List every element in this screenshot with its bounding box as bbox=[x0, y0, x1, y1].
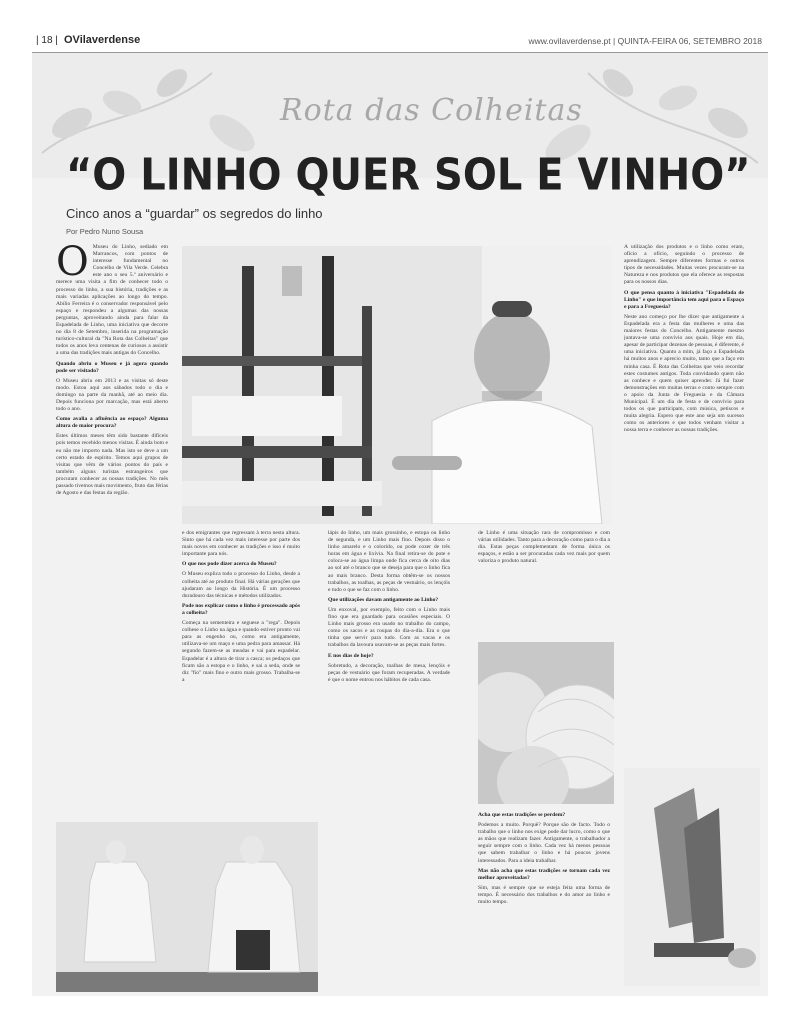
question: Como avalia a afluência ao espaço? Alguma altura de maior procura? bbox=[56, 416, 168, 430]
answer: O Museu abriu em 2013 e as visitas só deste modo. Estou aqui aos sábados todo o dia e domingo na parte da manhã, até ao meio dia. Depois funciona por marcação, mas está aberto todo o ano. bbox=[56, 377, 168, 413]
column-5 bbox=[624, 244, 744, 756]
answer: Neste ano começo por lhe dizer que antigamente a Espadelada era a festa das mulheres e uma das maiores festas do Concelho. Antigamente mesmo juntava-se uma convívio aos quais. Hoje em dia, apesar de participar dezenas de pessoas, é diferente, é uma iniciativa. Quanto a mim, já faço a Espadelada há muitos anos e aprecio muito, tanto que a faço em minha casa. É Rota das Colheitas que veio recordar estes costumes antigos. Toda convidando quem não as conhece e quem quiser aprender. Já fui fazer demonstrações em muitas terras e conto sempre com o apoio da Junta de Freguesia e da Câmara Municipal. É um dia de festa e de convívio para todos os que participam, com música, petiscos e muita alegria. Espero que este ano seja um sucesso como os anteriores e que todos venham visitar a nossa terra e conhecer as nossas tradições. bbox=[624, 313, 744, 434]
column-3 bbox=[328, 530, 450, 992]
yarn-photo bbox=[478, 642, 614, 804]
answer: Estes últimos meses têm sido bastante difíceis pois temos recebido menos visitas. É ainda bom e eu não me importo nada. Mas isto se deve a um certo estado de espírito. Temos aqui grupos de visitas que vêm de vários pontos do país e também alguns turistas estrangeiros que procuram conhecer as nossas tradições. No mês passado tivemos mais movimento, fruto das férias de Agosto e das festas da região. bbox=[56, 433, 168, 497]
answer: O Museu explica todo o processo do Linho, desde a colheita até ao produto final. Há várias gerações que ajudaram ao longo da História. É um processo duradouro das técnicas e métodos utilizados. bbox=[182, 571, 300, 599]
question: Acha que estas tradições se perdem? bbox=[478, 812, 566, 818]
page-header bbox=[32, 30, 768, 53]
newspaper-page bbox=[32, 30, 768, 996]
column-4 bbox=[478, 530, 610, 638]
answer: Podemos a muito. Porquê? Porque são de facto. Todo o trabalho que o linho nos exige pode dar lucro, como o que as mãos que realizam fazer. Antigamente, o trabalhador a seguir sempre com o linho. Cada vez há menos pessoas que sabem trabalhar o linho e há poucos jovens interessados. Para a ideia trabalhar. bbox=[478, 822, 610, 864]
shirts-illustration bbox=[56, 822, 318, 992]
section-title: Rota das Colheitas bbox=[280, 93, 583, 128]
answer: Um enxoval, por exemplo, feito com o Linho mais fino que era guardado para ocasiões especiais. O Linho mais grosso era usado no trabalho do campo, como os sacos e as roupas do dia-a-dia. Era o que tinha que servir para tudo. Com as vacas e os trabalhos da lavoura usavam-se as peças mais fortes. bbox=[328, 606, 450, 649]
website[interactable]: www.ovilaverdense.pt bbox=[528, 36, 611, 46]
headline: “O LINHO QUER SOL E VINHO” bbox=[66, 150, 751, 201]
question: Mas não acha que estas tradições se tornam cada vez melhor aproveitadas? bbox=[478, 867, 610, 881]
intro-paragraph: O Museu do Linho, sediado em Marrancos, com pontos de interesse fundamental no Concelho de Vila Verde. Celebra este ano o seu 5.º aniversário e merece uma visita a fim de conhecer todo o processo do linho, a sua história, tradições e as mais variadas aplicações ao longo do tempo. Abílio Ferreira é o conservador responsável pelo espaço e respondeu a algumas das nossas perguntas, aproveitando ainda para falar da Espadelada de Linho, uma iniciativa que decorre no dia 8 de Setembro, inserida na programação turístico-cultural da "Na Rota das Colheitas" que todos os anos leva centenas de curiosos a assistir a uma das tradições mais antigas do Concelho. bbox=[56, 244, 168, 357]
loom-illustration bbox=[182, 246, 612, 524]
yarn-illustration bbox=[478, 642, 614, 804]
question: Quando abriu o Museu e já agora quando pode ser visitado? bbox=[56, 360, 168, 374]
sculpture-photo bbox=[624, 768, 760, 986]
answer: Sim, mas é sempre que se esteja feita uma forma de tempo. É necessário dos trabalhos e do amor ao linho e muito tempo. bbox=[478, 884, 610, 906]
header-right bbox=[528, 36, 762, 46]
byline: Por Pedro Nuno Sousa bbox=[66, 227, 144, 236]
drop-cap: O bbox=[56, 244, 89, 285]
subtitle: Cinco anos a “guardar” os segredos do linho bbox=[66, 206, 323, 221]
question: O que nos pode dizer acerca do Museu? bbox=[182, 561, 277, 568]
answer: Sobretudo, a decoração, toalhas de mesa, lençóis e peças de vestuário que foram recuperadas. A verdade é que o nome entrou nos hábitos de cada casa. bbox=[328, 662, 450, 683]
column-4-lower bbox=[478, 812, 610, 992]
loom-photo bbox=[182, 246, 612, 524]
answer: A utilização dos produtos e o linho como eram, ofício a ofício, seguindo o processo de aprendizagem. Sempre diferentes formas e outros tipos de necessidades. Muitas vezes procuram-se na Natureza e nos produtos que ela oferece as respostas para os nossos dias. bbox=[624, 244, 744, 286]
separator: | bbox=[613, 36, 618, 46]
page-number: | 18 | bbox=[36, 35, 58, 46]
question: Pode nos explicar como o linho é processado após a colheita? bbox=[182, 602, 300, 616]
shirts-photo bbox=[56, 822, 318, 992]
sculpture-illustration bbox=[624, 768, 760, 986]
question: E nos dias de hoje? bbox=[328, 652, 374, 659]
publication-name: OVilaverdense bbox=[64, 34, 141, 46]
question: O que pensa quanto à iniciativa "Espadelada de Linho" e que importância tem aqui para o Espaço e para a Freguesia? bbox=[624, 289, 744, 310]
column-1 bbox=[56, 244, 168, 822]
answer: Começa na sementeira e seguese a "rega". Depois colhese o Linho na água e quando estiver pronto vai para as engenho ou, como era antigamente, utilizava-se um maço e uma pedra para amassar. Há segundo fazem-se as meadas e vai para espadelar. Espadelar é a altura de tirar a casca; os pedaços que ficam são a estopa e o linho, e sai a seda, onde se diz "fio" mais fino e outro mais grosso. Trabalha-se a bbox=[182, 620, 300, 683]
issue-date: QUINTA-FEIRA 06, SETEMBRO 2018 bbox=[617, 36, 762, 46]
question: Que utilizações davam antigamente ao Linho? bbox=[328, 596, 439, 603]
answer-continued: de Linho é uma situação rara de compromisso e com várias utilidades. Tanto para a decoração como para o dia a dia. Estas peças complementam de forma única os espaços, e estão a ser procuradas cada vez mais por quem valoriza o produto natural. bbox=[478, 530, 610, 565]
column-2 bbox=[182, 530, 300, 820]
answer-continued: lápis do linho, um mais grossinho, e estopa ou linho de segunda, e um Linho mais fino. Depois disso o linho amarelo e o colorido, ou pode cozer de três horas em água e lixívia. Na final retira-se do pote e coloca-se ao água limpa onde fica cerca de oito dias ao sol até o branco que se deseja para que o linho fica ao mais branco. Desta forma obtêm-se os nossos trabalhos, as toalhas, as peças de vestuário, os lençóis e tudo o que se faz com o linho. bbox=[328, 530, 450, 593]
answer-continued: e dos emigrantes que regressam à terra nesta altura. Sinto que há cada vez mais interesse por parte dos mais novos em conhecer as tradições e isso é muito importante para nós. bbox=[182, 530, 300, 558]
